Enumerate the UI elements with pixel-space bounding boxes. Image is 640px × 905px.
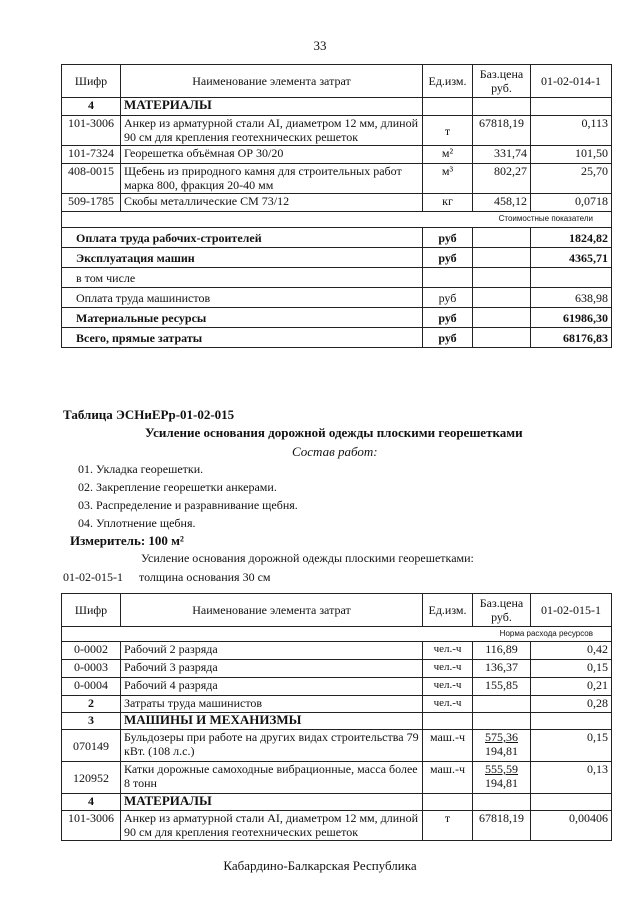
header-column: 01-02-015-1 — [531, 594, 612, 627]
description: Усиление основания дорожной одежды плоскими георешетками: — [141, 551, 474, 565]
work-item: 04. Уплотнение щебня. — [78, 516, 196, 530]
table-subtitle: Усиление основания дорожной одежды плоскими георешетками — [145, 425, 523, 440]
header-code: Шифр — [62, 594, 121, 627]
table-row: 408-0015 Щебень из природного камня для строительных работ марка 800, фракция 20-40 мм м³ 802,27 25,70 — [62, 164, 612, 194]
table-01-02-014 — [61, 64, 612, 348]
section-number: 4 — [62, 98, 121, 116]
header-price: Баз.цена руб. — [473, 65, 531, 98]
table-row: 101-7324 Георешетка объёмная ОР 30/20 м² 331,74 101,50 — [62, 146, 612, 164]
table-row: 101-3006 Анкер из арматурной стали AI, диаметром 12 мм, длиной 90 см для крепления геотехнических решеток т 67818,19 0,113 — [62, 116, 612, 146]
resource-norm-label: Норма расхода ресурсов — [62, 627, 612, 642]
section-title: МАТЕРИАЛЫ — [121, 794, 423, 811]
table-row: 101-3006 Анкер из арматурной стали AI, диаметром 12 мм, длиной 90 см для крепления геотехнических решеток т 67818,19 0,00406 — [62, 811, 612, 841]
section-title: МАШИНЫ И МЕХАНИЗМЫ — [121, 713, 423, 730]
work-item: 03. Распределение и разравнивание щебня. — [78, 498, 298, 512]
composition-label: Состав работ: — [292, 444, 378, 459]
measurer: Измеритель: 100 м² — [70, 533, 184, 548]
table-row: 0-0004 Рабочий 4 разряда чел.-ч 155,85 0,21 — [62, 678, 612, 696]
cost-indicators-label: Стоимостные показатели — [62, 212, 612, 228]
header-unit: Ед.изм. — [423, 594, 473, 627]
header-unit: Ед.изм. — [423, 65, 473, 98]
header-price: Баз.цена руб. — [473, 594, 531, 627]
summary-row: в том числе — [62, 268, 612, 288]
rate-code-description: толщина основания 30 см — [139, 570, 271, 584]
header-name: Наименование элемента затрат — [121, 594, 423, 627]
section-number: 4 — [62, 794, 121, 811]
header-code: Шифр — [62, 65, 121, 98]
table-row: 120952 Катки дорожные самоходные вибрационные, масса более 8 тонн маш.-ч 555,59 194,81 0,13 — [62, 762, 612, 794]
table-row: 2 Затраты труда машинистов чел.-ч 0,28 — [62, 696, 612, 713]
section-title: МАТЕРИАЛЫ — [121, 98, 423, 116]
table-row: 0-0002 Рабочий 2 разряда чел.-ч 116,89 0,42 — [62, 642, 612, 660]
table-01-02-015 — [61, 593, 612, 841]
page-footer: Кабардино-Балкарская Республика — [223, 858, 417, 873]
table-row: 509-1785 Скобы металлические СМ 73/12 кг 458,12 0,0718 — [62, 194, 612, 212]
summary-row: Оплата труда рабочих-строителей руб 1824,82 — [62, 228, 612, 248]
rate-code: 01-02-015-1 — [63, 570, 123, 584]
header-column: 01-02-014-1 — [531, 65, 612, 98]
table-row: 0-0003 Рабочий 3 разряда чел.-ч 136,37 0,15 — [62, 660, 612, 678]
work-item: 01. Укладка георешетки. — [78, 462, 204, 476]
summary-row: Оплата труда машинистов руб 638,98 — [62, 288, 612, 308]
summary-row: Всего, прямые затраты руб 68176,83 — [62, 328, 612, 348]
table-row: 070149 Бульдозеры при работе на других видах строительства 79 кВт. (108 л.с.) маш.-ч 575,36 194,81 0,15 — [62, 730, 612, 762]
summary-row: Эксплуатация машин руб 4365,71 — [62, 248, 612, 268]
page-number: 33 — [313, 38, 327, 53]
table-title: Таблица ЭСНиЕРр-01-02-015 — [63, 407, 235, 422]
summary-row: Материальные ресурсы руб 61986,30 — [62, 308, 612, 328]
header-name: Наименование элемента затрат — [121, 65, 423, 98]
work-item: 02. Закрепление георешетки анкерами. — [78, 480, 277, 494]
section-number: 3 — [62, 713, 121, 730]
